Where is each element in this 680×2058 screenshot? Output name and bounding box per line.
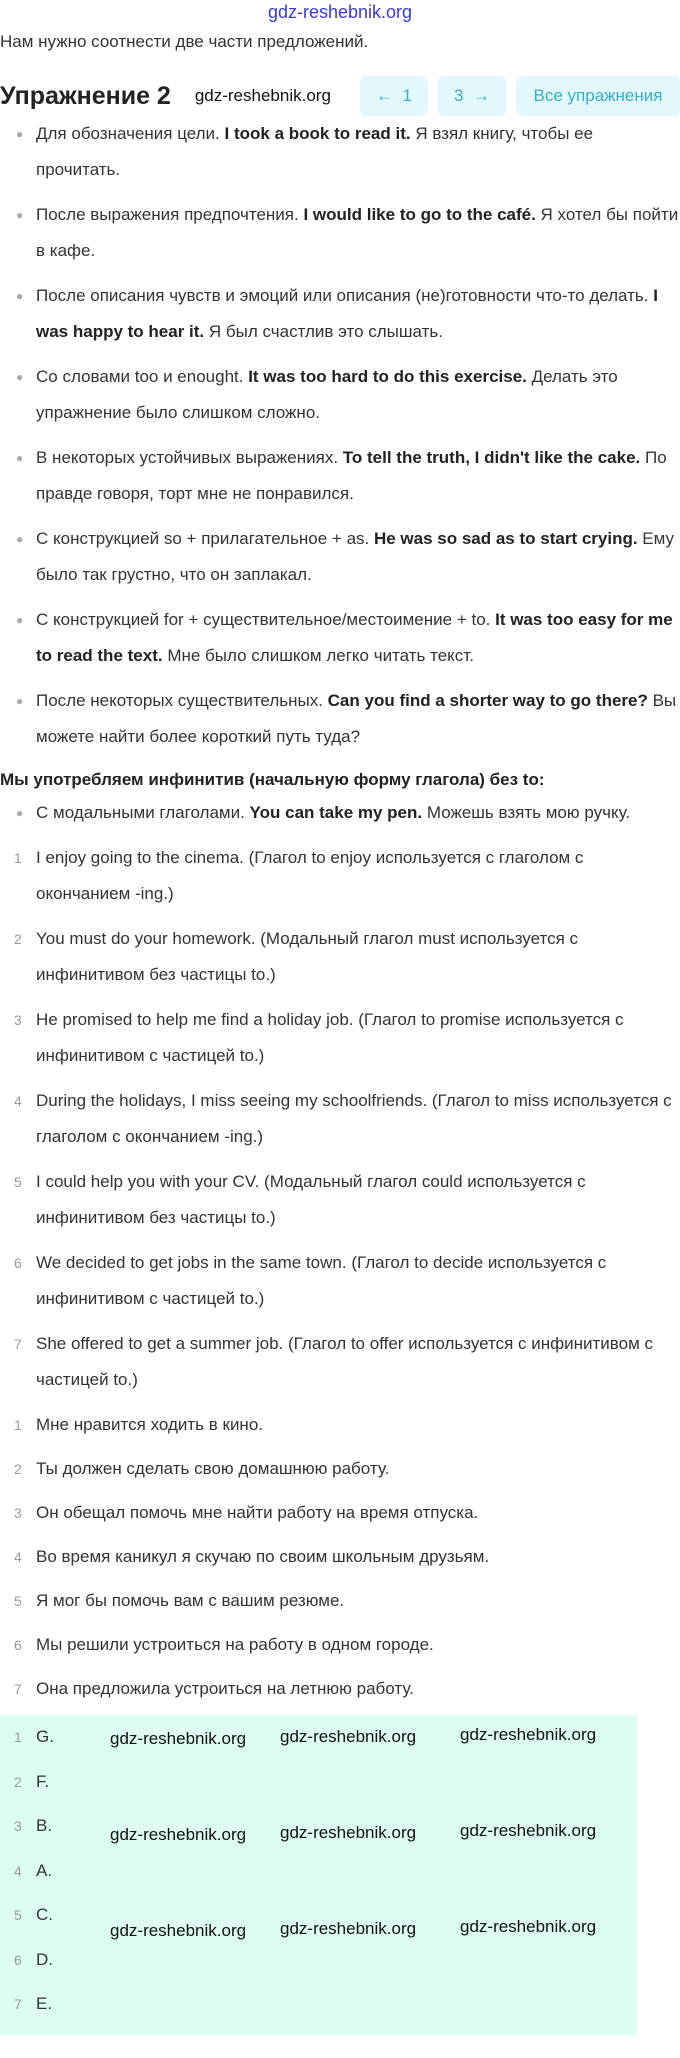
answer-item: 1 G. bbox=[14, 1727, 54, 1746]
translation-item: 1 Мне нравится ходить в кино. bbox=[14, 1415, 264, 1434]
bullet-icon: ● bbox=[16, 532, 24, 546]
prev-exercise-button[interactable]: ← 1 bbox=[360, 76, 428, 116]
rules-list bbox=[0, 116, 680, 755]
list-item: ● С модальными глаголами. You can take my pen. Можешь взять мою ручку. bbox=[0, 795, 680, 831]
translation-item: 7 Она предложила устроиться на летнюю работу. bbox=[14, 1679, 414, 1698]
watermark: gdz-reshebnik.org bbox=[110, 1921, 247, 1940]
translation-item: 6 Мы решили устроиться на работу в одном городе. bbox=[14, 1635, 434, 1654]
sentence-item: 3 He promised to help me find a holiday job. (Глагол to promise используется с инфинитивом с частицей to.) bbox=[14, 1010, 624, 1065]
exercise-nav bbox=[360, 76, 680, 116]
list-item: ● С конструкцией for + существительное/местоимение + to. It was too easy for me to read the text. Мне было слишком легко читать текст. bbox=[0, 602, 680, 674]
translations-list bbox=[0, 1407, 680, 1707]
watermark: gdz-reshebnik.org bbox=[280, 1823, 417, 1842]
list-item: ● После выражения предпочтения. I would like to go to the café. Я хотел бы пойти в кафе. bbox=[0, 197, 680, 269]
translation-item: 2 Ты должен сделать свою домашнюю работу. bbox=[14, 1459, 390, 1478]
answer-item: 4 A. bbox=[14, 1860, 53, 1880]
watermark: gdz-reshebnik.org bbox=[460, 1917, 597, 1936]
arrow-right-icon: → bbox=[463, 86, 490, 105]
bullet-icon: ● bbox=[16, 613, 24, 627]
watermark: gdz-reshebnik.org bbox=[194, 86, 331, 105]
bullet-icon: ● bbox=[16, 127, 24, 141]
list-item: ● С конструкцией so + прилагательное + as. He was so sad as to start crying. Ему было так грустно, что он заплакал. bbox=[0, 521, 680, 593]
translation-item: 4 Во время каникул я скучаю по своим школьным друзьям. bbox=[14, 1547, 490, 1566]
translation-item: 5 Я мог бы помочь вам с вашим резюме. bbox=[14, 1591, 345, 1610]
next-exercise-button[interactable]: 3 → bbox=[438, 76, 506, 116]
list-item: ● После описания чувств и эмоций или описания (не)готовности что-то делать. I was happy to hear it. Я был счастлив это слышать. bbox=[0, 278, 680, 350]
answer-item: 3 B. bbox=[14, 1816, 53, 1835]
answer-item: 6 D. bbox=[14, 1949, 53, 1969]
bullet-icon: ● bbox=[16, 694, 24, 708]
arrow-left-icon: ← bbox=[376, 86, 403, 105]
answers-list bbox=[0, 1719, 680, 2022]
section-subheading: Мы употребляем инфинитив (начальную форму глагола) без to: bbox=[0, 770, 545, 789]
list-item: ● Для обозначения цели. I took a book to read it. Я взял книгу, чтобы ее прочитать. bbox=[0, 116, 680, 188]
watermark: gdz-reshebnik.org bbox=[280, 1919, 417, 1938]
sentence-item: 2 You must do your homework. (Модальный глагол must используется с инфинитивом без частицы to.) bbox=[14, 929, 579, 984]
sentence-item: 6 We decided to get jobs in the same town. (Глагол to decide используется с инфинитивом с частицей to.) bbox=[14, 1253, 607, 1308]
modal-rule-list bbox=[0, 795, 680, 831]
all-exercises-button[interactable]: Все упражнения bbox=[516, 76, 680, 116]
list-item: ● В некоторых устойчивых выражениях. To tell the truth, I didn't like the cake. По правде говоря, торт мне не понравился. bbox=[0, 440, 680, 512]
bullet-icon: ● bbox=[16, 289, 24, 303]
header-row bbox=[0, 76, 680, 116]
top-watermark: gdz-reshebnik.org bbox=[267, 2, 413, 22]
bullet-icon: ● bbox=[16, 208, 24, 222]
bullet-icon: ● bbox=[16, 370, 24, 384]
watermark: gdz-reshebnik.org bbox=[460, 1725, 597, 1744]
page-title: Упражнение 2 bbox=[0, 82, 171, 110]
watermark: gdz-reshebnik.org bbox=[280, 1727, 417, 1746]
sentences-list bbox=[0, 840, 680, 1398]
intro-text: Нам нужно соотнести две части предложений. bbox=[0, 32, 369, 51]
list-item: ● Со словами too и enought. It was too hard to do this exercise. Делать это упражнение было слишком сложно. bbox=[0, 359, 680, 431]
watermark: gdz-reshebnik.org bbox=[110, 1729, 247, 1748]
answer-item: 5 C. bbox=[14, 1905, 53, 1924]
translation-item: 3 Он обещал помочь мне найти работу на время отпуска. bbox=[14, 1503, 479, 1522]
sentence-item: 1 I enjoy going to the cinema. (Глагол to enjoy используется с глаголом с окончанием -ing.) bbox=[14, 848, 584, 903]
watermark: gdz-reshebnik.org bbox=[110, 1825, 247, 1844]
sentence-item: 4 During the holidays, I miss seeing my schoolfriends. (Глагол to miss используется с глаголом с окончанием -ing.) bbox=[14, 1091, 672, 1146]
answer-item: 2 F. bbox=[14, 1771, 50, 1791]
list-item: ● После некоторых существительных. Can you find a shorter way to go there? Вы можете найти более короткий путь туда? bbox=[0, 683, 680, 755]
watermark: gdz-reshebnik.org bbox=[460, 1821, 597, 1840]
answers-box bbox=[0, 1715, 637, 2035]
bullet-icon: ● bbox=[16, 806, 24, 820]
sentence-item: 5 I could help you with your CV. (Модальный глагол could используется с инфинитивом без частицы to.) bbox=[14, 1172, 586, 1227]
answer-item: 7 E. bbox=[14, 1994, 53, 2013]
sentence-item: 7 She offered to get a summer job. (Глагол to offer используется с инфинитивом с частицей to.) bbox=[14, 1334, 654, 1389]
bullet-icon: ● bbox=[16, 451, 24, 465]
